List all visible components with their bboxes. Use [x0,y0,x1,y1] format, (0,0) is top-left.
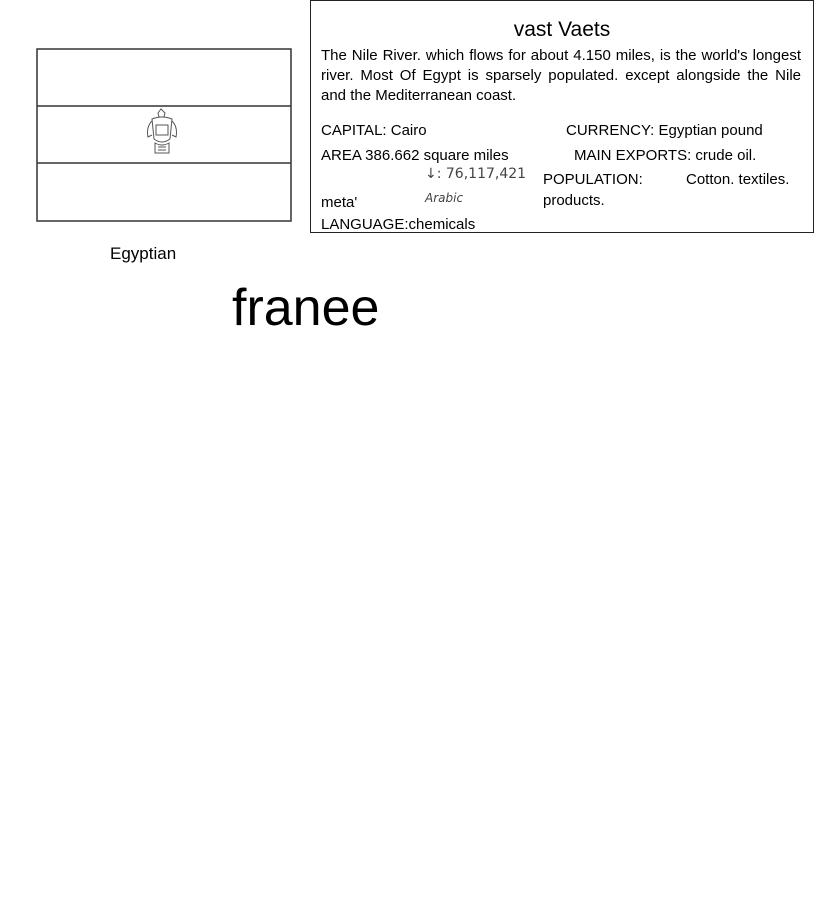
language-text: LANGUAGE:chemicals [321,216,476,233]
country-name-heading: franee [232,279,380,337]
products-text: products. [543,192,605,209]
area-text: AREA 386.662 square miles [321,147,509,164]
flag-caption: Egyptian [110,244,177,263]
exports-continued-text: Cotton. textiles. [686,171,790,188]
info-description: The Nile River. which flows for about 4.150 miles, is the world's longest river. Most Of Egypt is sparsely populated. except alongside the Nile and the Mediterranean coast. [321,47,801,104]
egypt-flag [36,47,292,223]
population-label: POPULATION: [543,171,643,188]
country-info-box [310,0,814,233]
info-title: vast Vaets [513,18,611,41]
main-exports-text: MAIN EXPORTS: crude oil. [574,147,757,164]
flag-drawing [36,47,292,223]
meta-text: meta' [321,194,358,211]
handwritten-language: Arabic [425,191,464,205]
capital-text: CAPITAL: Cairo [321,122,427,139]
currency-text: CURRENCY: Egyptian pound [566,122,763,139]
handwritten-population: ↓: 76,117,421 [425,166,527,182]
